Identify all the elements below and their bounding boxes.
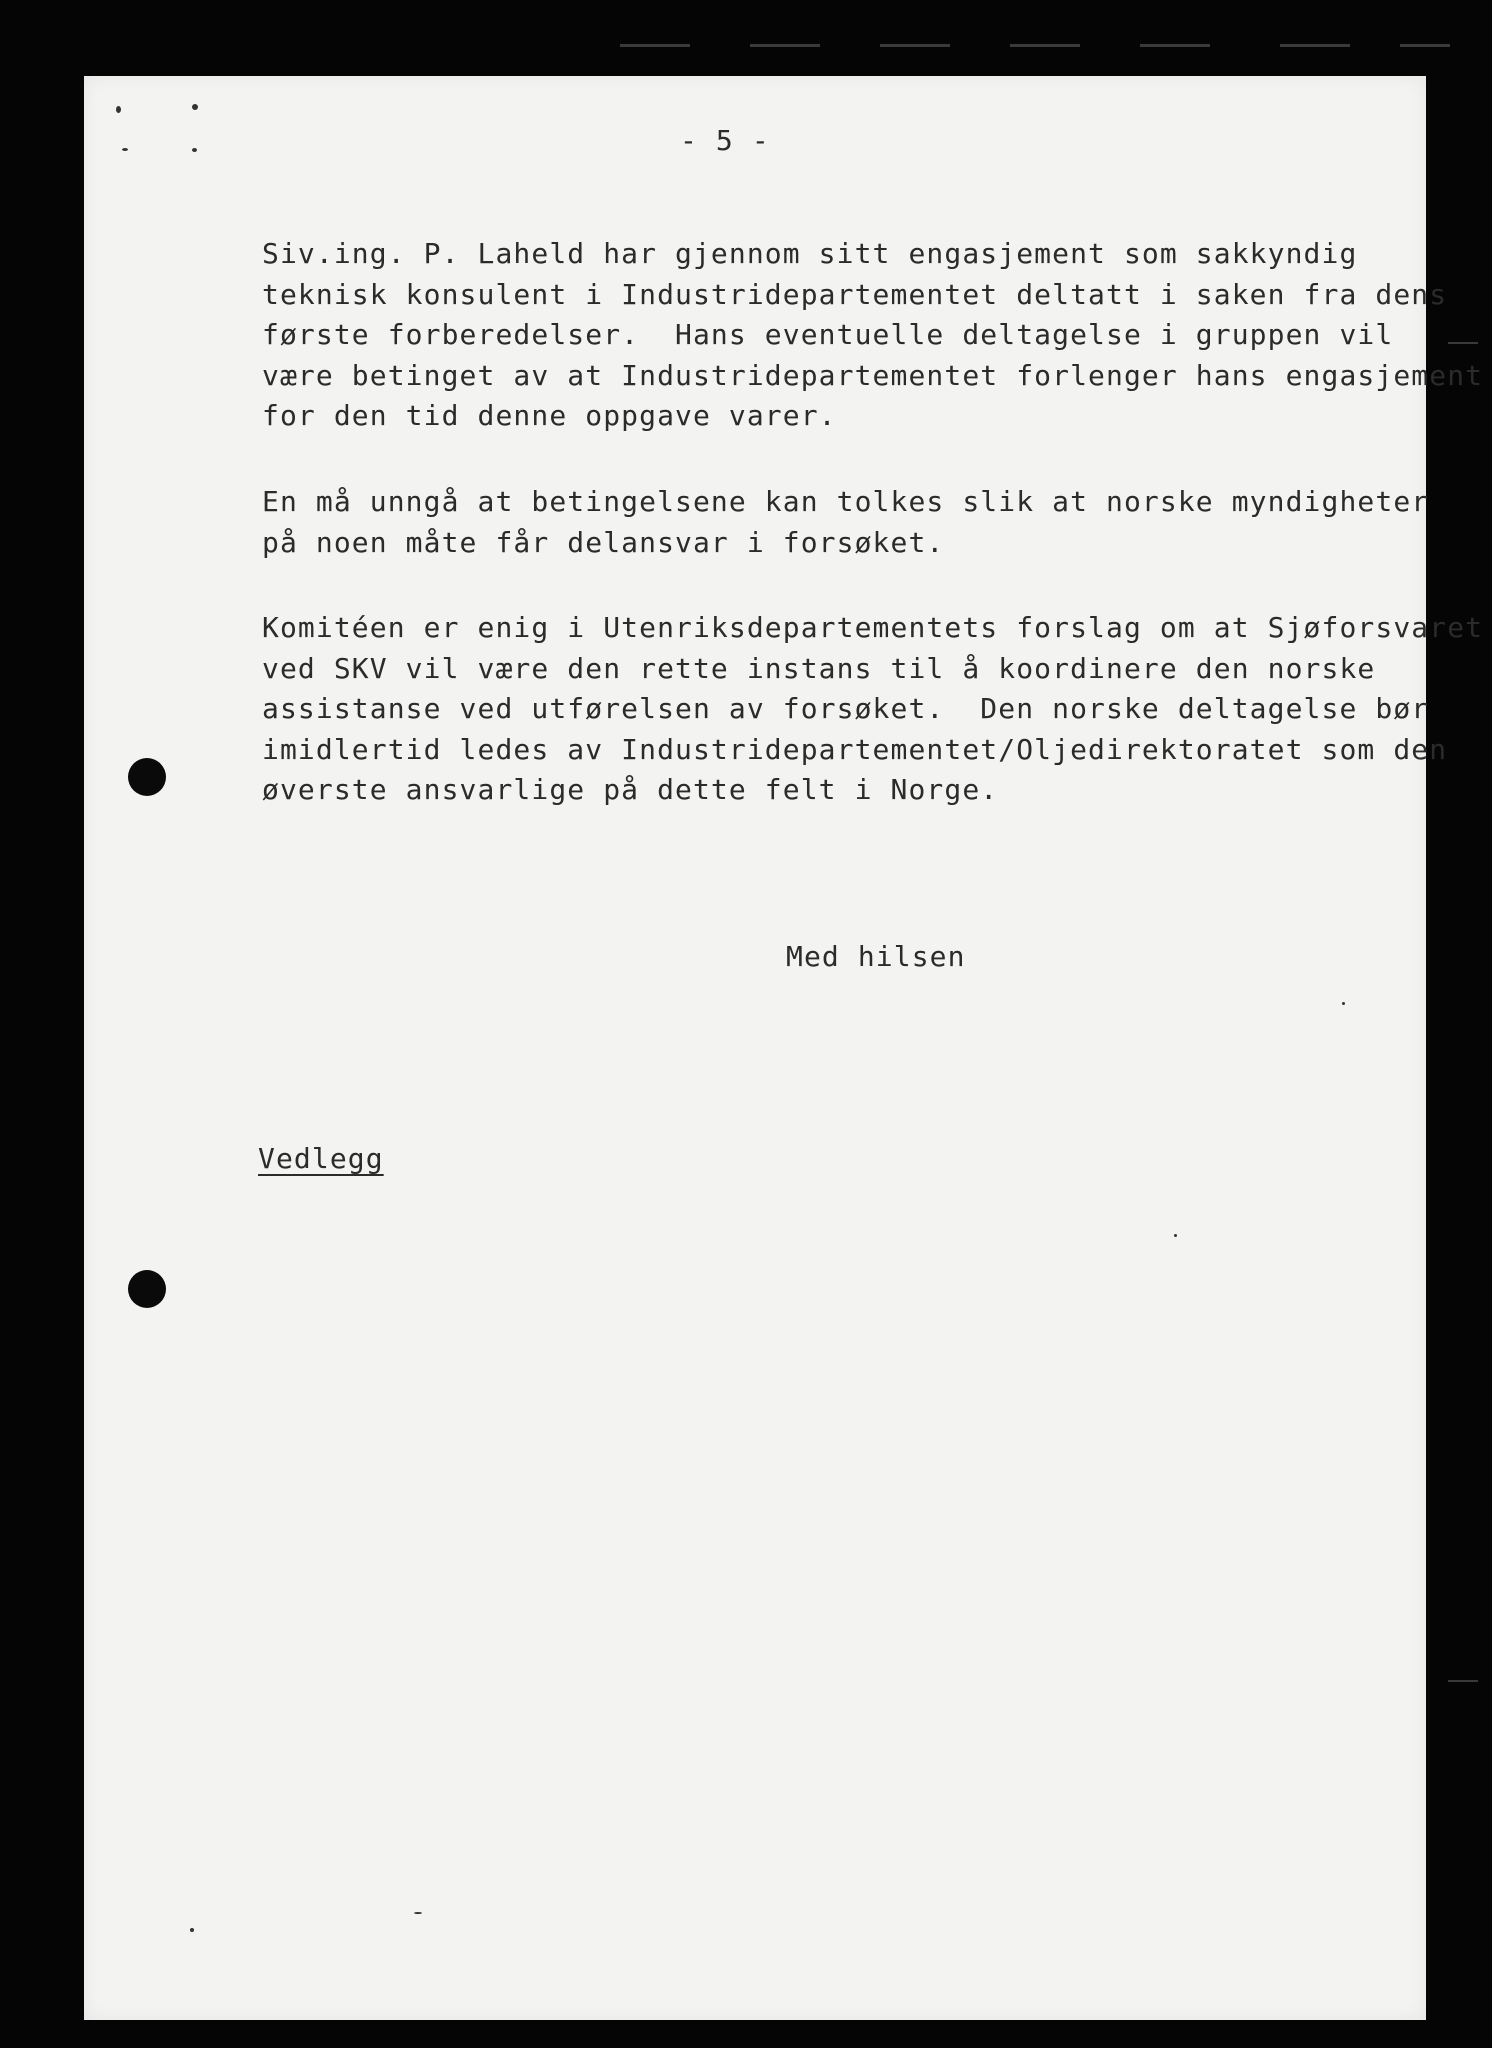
paper-speck [116, 106, 121, 113]
paper-speck [192, 148, 197, 152]
text-line: Komitéen er enig i Utenriksdepartementets forslag om at Sjøforsvaret [262, 611, 1484, 644]
text-line: for den tid denne oppgave varer. [262, 399, 837, 433]
text-line: være betinget av at Industridepartementet forlenger hans engasjement [262, 358, 1484, 392]
scan-edge-tick [1448, 1680, 1478, 1682]
paper-speck [1174, 1234, 1177, 1237]
paper-speck [190, 1928, 194, 1932]
paper-speck [192, 104, 198, 110]
text-line: på noen måte får delansvar i forsøket. [262, 525, 945, 559]
closing-salutation: Med hilsen [786, 940, 966, 973]
text-line: assistanse ved utførelsen av forsøket. Den norske deltagelse bør [262, 692, 1430, 726]
paper-speck [1342, 1002, 1345, 1005]
text-line: øverste ansvarlige på dette felt i Norge. [262, 773, 999, 807]
text-line: En må unngå at betingelsene kan tolkes slik at norske myndigheter [262, 485, 1430, 518]
attachment-label: Vedlegg [258, 1142, 384, 1175]
text-line: imidlertid ledes av Industridepartementet/Oljedirektoratet som den [262, 732, 1448, 766]
paper-speck [414, 1912, 422, 1914]
punch-hole [128, 758, 166, 796]
paragraph-1 [262, 234, 1483, 437]
paper-speck [122, 148, 128, 151]
text-line: Siv.ing. P. Laheld har gjennom sitt engasjement som sakkyndig [262, 237, 1358, 270]
paragraph-3 [262, 608, 1483, 811]
scan-edge-marks [620, 44, 1450, 52]
text-line: teknisk konsulent i Industridepartementet deltatt i saken fra dens [262, 277, 1448, 311]
text-line: ved SKV vil være den rette instans til å koordinere den norske [262, 651, 1376, 685]
text-line: første forberedelser. Hans eventuelle deltagelse i gruppen vil [262, 318, 1394, 352]
punch-hole [128, 1270, 166, 1308]
paragraph-2 [262, 482, 1429, 563]
page-number: - 5 - [680, 124, 770, 157]
